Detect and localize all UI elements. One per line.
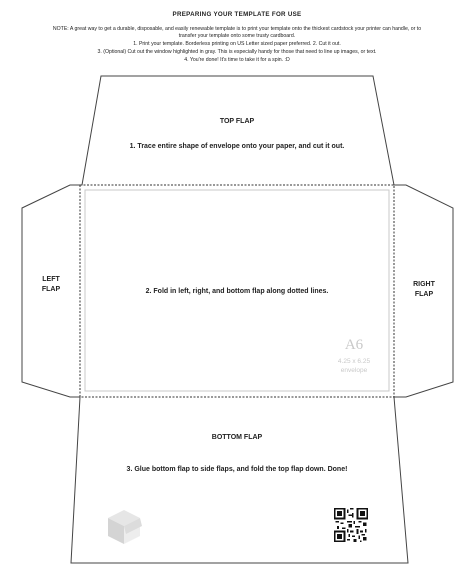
size-dimensions: 4.25 x 6.25 bbox=[337, 358, 371, 365]
top-flap-instruction: 1. Trace entire shape of envelope onto your paper, and cut it out. bbox=[129, 143, 345, 150]
right-flap-label-line-1: RIGHT bbox=[413, 281, 435, 288]
header-note-line-2: transfer your template onto some trusty cardboard. bbox=[178, 33, 296, 39]
header-step-line-3: 4. You're done! It's time to take it for a spin. :D bbox=[184, 57, 290, 63]
box-logo-icon bbox=[104, 506, 144, 548]
left-flap-label-line-2: FLAP bbox=[41, 286, 61, 293]
header-step-line-2: 3. (Optional) Cut out the window highlighted in gray. This is especially handy for those that need to line up images, or text. bbox=[97, 49, 377, 55]
qr-code-icon bbox=[334, 508, 368, 542]
header-title: PREPARING YOUR TEMPLATE FOR USE bbox=[172, 11, 302, 18]
top-flap-title: TOP FLAP bbox=[219, 118, 255, 125]
bottom-flap-instruction: 3. Glue bottom flap to side flaps, and fold the top flap down. Done! bbox=[126, 466, 348, 473]
size-kind: envelope bbox=[340, 367, 368, 374]
right-flap-label-line-2: FLAP bbox=[414, 291, 434, 298]
size-name: A6 bbox=[344, 337, 364, 353]
bottom-flap-title: BOTTOM FLAP bbox=[211, 434, 263, 441]
header-step-line-1: 1. Print your template. Borderless printing on US Letter sized paper preferred. 2. Cut it out. bbox=[133, 41, 341, 47]
center-instruction: 2. Fold in left, right, and bottom flap along dotted lines. bbox=[145, 288, 329, 295]
header-note-line-1: NOTE: A great way to get a durable, disposable, and easily renewable template is to print your template onto the thickest cardstock your printer can handle, or to bbox=[52, 26, 422, 32]
left-flap-label-line-1: LEFT bbox=[42, 276, 60, 283]
